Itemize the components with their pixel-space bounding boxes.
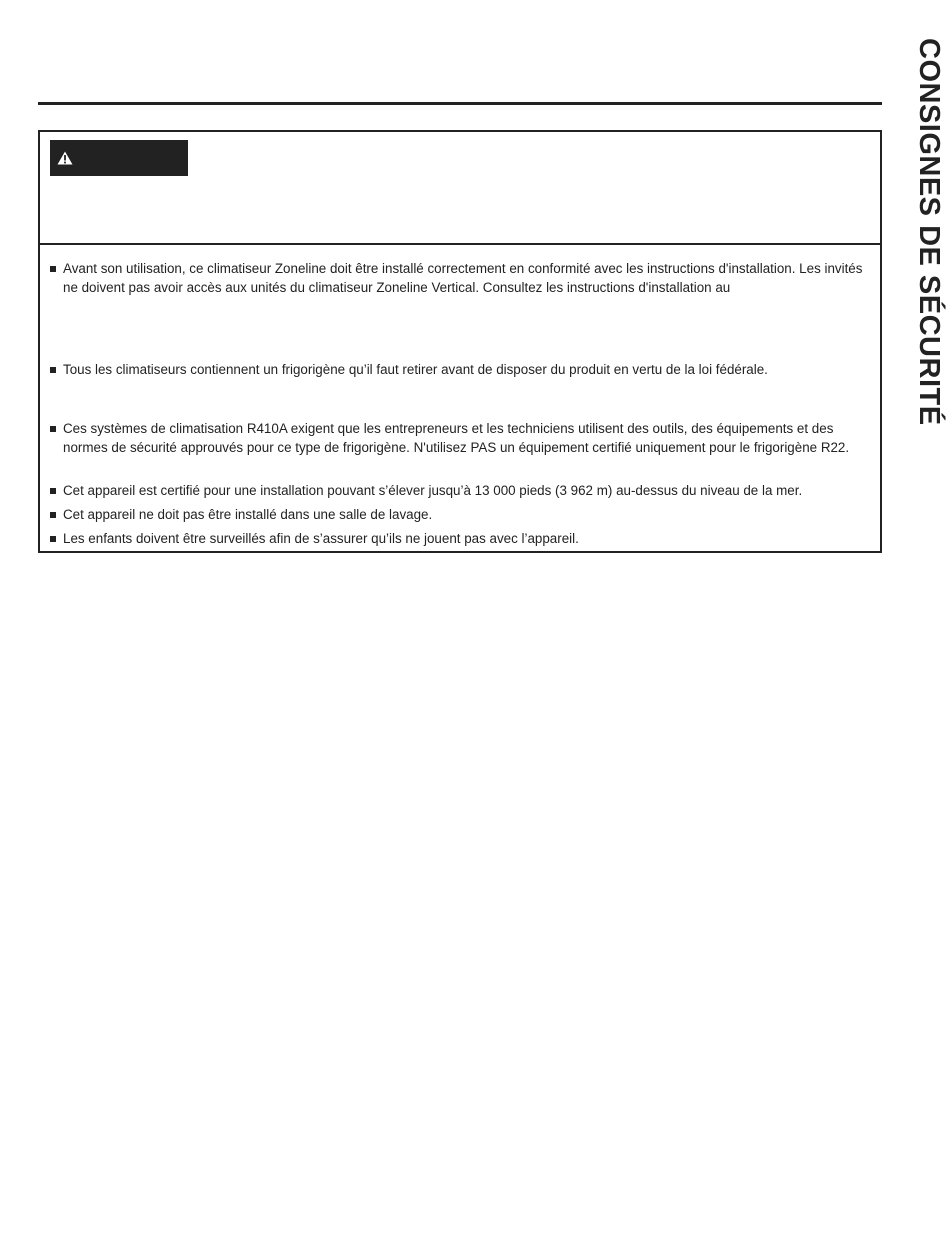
list-item-text: Les enfants doivent être surveillés afin de s’assurer qu’ils ne jouent pas avec l’appareil. — [63, 531, 579, 546]
list-item-text: Ces systèmes de climatisation R410A exigent que les entrepreneurs et les techniciens utilisent des outils, des équipements et des normes de sécurité approuvés pour ce type de frigorigène. N'utilisez PAS un équipement certifié uniquement pour le frigorigène R22. — [63, 421, 850, 455]
side-section-title: CONSIGNES DE SÉCURITÉ — [913, 38, 945, 426]
list-item — [50, 260, 870, 297]
bullet-square-icon — [50, 488, 56, 494]
bullet-square-icon — [50, 536, 56, 542]
list-item — [50, 506, 870, 525]
bullet-square-icon — [50, 266, 56, 272]
warning-box — [38, 130, 882, 553]
bullet-square-icon — [50, 426, 56, 432]
list-item — [50, 361, 870, 380]
list-item-text: Tous les climatiseurs contiennent un frigorigène qu’il faut retirer avant de disposer du produit en vertu de la loi fédérale. — [63, 362, 768, 377]
list-item — [50, 482, 870, 501]
top-rule — [38, 102, 882, 105]
list-item — [50, 530, 870, 549]
warning-triangle-icon — [57, 151, 73, 165]
warning-header — [40, 132, 880, 245]
list-item — [50, 420, 870, 457]
bullet-square-icon — [50, 367, 56, 373]
list-item-text: Cet appareil est certifié pour une installation pouvant s’élever jusqu’à 13 000 pieds (3 962 m) au-dessus du niveau de la mer. — [63, 483, 803, 498]
warning-badge — [50, 140, 188, 176]
list-item-text: Cet appareil ne doit pas être installé dans une salle de lavage. — [63, 507, 433, 522]
bullet-square-icon — [50, 512, 56, 518]
list-item-text: Avant son utilisation, ce climatiseur Zoneline doit être installé correctement en conformité avec les instructions d'installation. Les invités ne doivent pas avoir accès aux unités du climatiseur Zoneline Vertical. Consultez les instructions d'installation au — [63, 261, 863, 295]
